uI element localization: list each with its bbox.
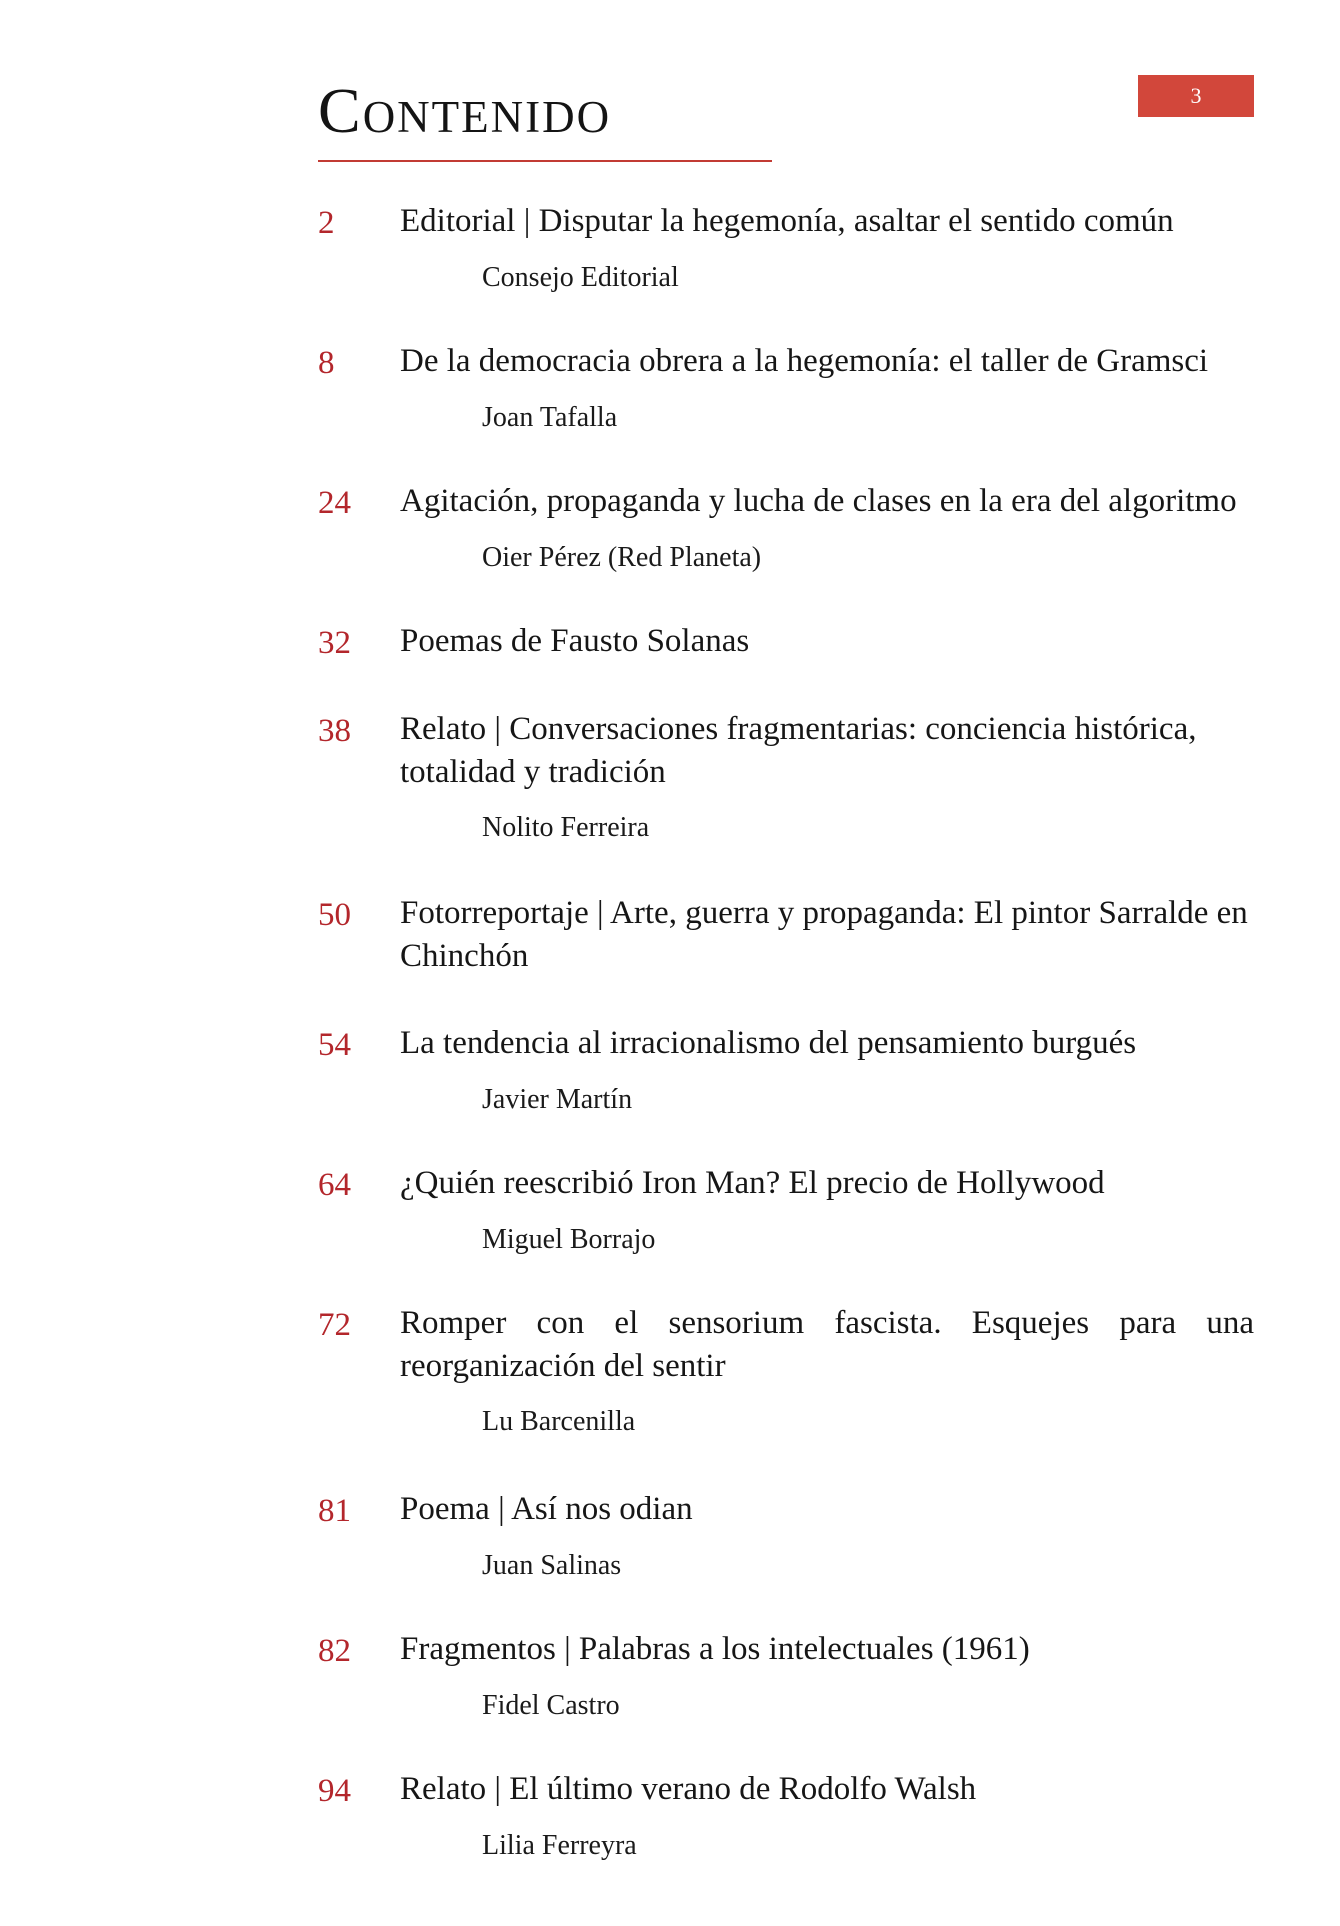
toc-author: Joan Tafalla <box>482 402 618 433</box>
toc-title: De la democracia obrera a la hegemonía: el taller de Gramsci <box>400 343 1209 379</box>
toc-title: Relato | El último verano de Rodolfo Walsh <box>400 1771 977 1807</box>
page-title: Contenido <box>318 75 612 146</box>
toc-page-number: 82 <box>318 1633 351 1669</box>
toc-title: Fotorreportaje | Arte, guerra y propaganda: El pintor Sarralde en Chinchón <box>400 895 1248 974</box>
toc-title: Relato | Conversaciones fragmentarias: conciencia histórica, totalidad y tradición <box>400 711 1197 790</box>
toc-page-number: 8 <box>318 345 335 381</box>
toc-page-number: 32 <box>318 625 351 661</box>
toc-title: Editorial | Disputar la hegemonía, asaltar el sentido común <box>400 203 1174 239</box>
toc-page-number: 54 <box>318 1027 351 1063</box>
toc-page-number: 50 <box>318 897 351 933</box>
toc-author: Lilia Ferreyra <box>482 1830 637 1861</box>
toc-page-number: 94 <box>318 1773 351 1809</box>
toc-title: Poemas de Fausto Solanas <box>400 623 750 659</box>
toc-page-number: 81 <box>318 1493 351 1529</box>
toc-page-number: 64 <box>318 1167 351 1203</box>
toc-author: Oier Pérez (Red Planeta) <box>482 542 762 573</box>
toc-title: Romper con el sensorium fascista. Esquejes para una reorganización del sentir <box>400 1305 1254 1384</box>
toc-author: Fidel Castro <box>482 1690 620 1721</box>
toc-author: Lu Barcenilla <box>482 1406 636 1437</box>
toc-author: Javier Martín <box>482 1084 633 1115</box>
toc-author: Consejo Editorial <box>482 262 679 293</box>
toc-title: ¿Quién reescribió Iron Man? El precio de Hollywood <box>400 1165 1105 1201</box>
toc-page-number: 24 <box>318 485 351 521</box>
toc-page-number: 72 <box>318 1307 351 1343</box>
toc-page-number: 38 <box>318 713 351 749</box>
toc-title: Agitación, propaganda y lucha de clases en la era del algoritmo <box>400 483 1237 519</box>
toc-title: Poema | Así nos odian <box>400 1491 693 1527</box>
page-number-badge: 3 <box>1138 75 1254 117</box>
toc-author: Nolito Ferreira <box>482 812 650 843</box>
toc-page-number: 2 <box>318 205 335 241</box>
toc-author: Miguel Borrajo <box>482 1224 656 1255</box>
toc-title: Fragmentos | Palabras a los intelectuales (1961) <box>400 1631 1030 1667</box>
table-of-contents <box>318 0 1254 1926</box>
toc-author: Juan Salinas <box>482 1550 622 1581</box>
toc-title: La tendencia al irracionalismo del pensamiento burgués <box>400 1025 1137 1061</box>
